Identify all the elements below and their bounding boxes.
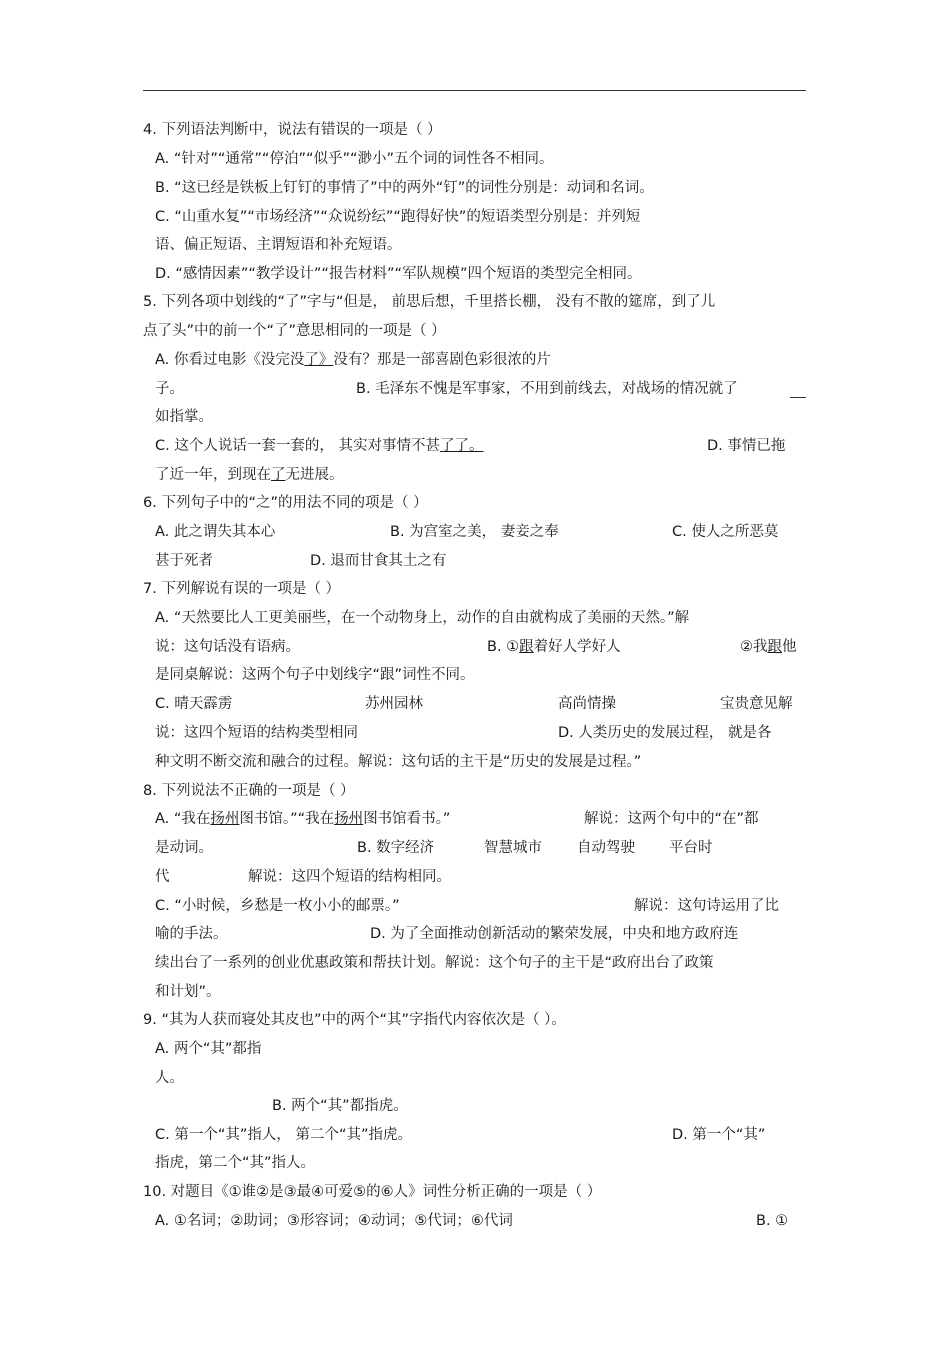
question-7-option-c-item: C. 晴天霹雳 [155,696,233,712]
question-8-option-c: C. “小时候，乡愁是一枚小小的邮票。” [155,898,400,914]
question-8-option-d-cont: 续出台了一系列的创业优惠政策和帮扶计划。解说：这个句子的主干是“政府出台了政策 [155,955,714,971]
question-6-option-b: B. 为宫室之美， 妻妾之奉 [390,524,559,540]
question-5-option-c: C. 这个人说话一套一套的， 其实对事情不甚了了。 [155,438,484,454]
question-5-blank [790,379,806,398]
question-9-option-d-cont: 指虎，第二个“其”指人。 [155,1155,316,1171]
question-6-option-c: C. 使人之所恶莫 [672,524,779,540]
question-5-option-b-cont: 如指掌。 [155,409,213,425]
question-4-option-d: D. “感情因素”“教学设计”“报告材料”“军队规模”四个短语的类型完全相同。 [155,266,642,282]
question-9-option-a: A. 两个“其”都指 [155,1041,262,1057]
question-6-stem: 6. 下列句子中的“之”的用法不同的项是（ ） [143,495,428,511]
question-10-option-b: B. ① [756,1213,789,1229]
underlined-char: 了了。 [439,438,484,454]
question-8-stem: 8. 下列说法不正确的一项是（ ） [143,783,355,799]
question-7-option-c-item: 宝贵意见解 [720,696,793,712]
question-8-option-a: A. “我在扬州图书馆。”“我在扬州图书馆看书。” [155,811,451,827]
question-8-option-b-item: B. 数字经济 [357,840,435,856]
question-8-option-b-item: 自动驾驶 [577,840,635,856]
question-6-option-a: A. 此之谓失其本心 [155,524,276,540]
header-rule [143,90,806,91]
question-9-option-b: B. 两个“其”都指虎。 [272,1098,408,1114]
question-8-option-c-cont: 喻的手法。 [155,926,228,942]
question-5-option-b: B. 毛泽东不愧是军事家，不用到前线去，对战场的情况就了 [356,381,738,397]
question-7-option-b: B. ①跟着好人学好人 [487,639,621,655]
question-8-option-c-explanation: 解说：这句诗运用了比 [634,898,779,914]
underlined-char: 跟 [519,639,534,655]
underlined-word: 扬州 [334,811,364,827]
question-4-stem: 4. 下列语法判断中，说法有错误的一项是（ ） [143,122,442,138]
question-8-option-a-explanation: 解说：这两个句中的“在”都 [584,811,759,827]
question-5-option-d: D. 事情已拖 [707,438,786,454]
question-9-option-a-cont: 人。 [155,1070,184,1086]
question-7-option-a: A. “天然要比人工更美丽些，在一个动物身上，动作的自由就构成了美丽的天然。”解 [155,610,690,626]
question-4-option-c: C. “山重水复”“市场经济”“众说纷纭”“跑得好快”的短语类型分别是：并列短 [155,209,641,225]
question-9-option-c: C. 第一个“其”指人， 第二个“其”指虎。 [155,1127,412,1143]
question-7-option-d-cont: 种文明不断交流和融合的过程。解说：这句话的主干是“历史的发展是过程。” [155,754,642,770]
question-8-option-a-cont: 是动词。 [155,840,213,856]
question-8-option-b-item: 智慧城市 [484,840,542,856]
question-4-option-c-cont: 语、偏正短语、主谓短语和补充短语。 [155,237,402,253]
question-7-option-a-cont: 说：这句话没有语病。 [155,639,300,655]
question-6-option-d: D. 退而甘食其土之有 [310,553,447,569]
question-8-option-d-cont: 和计划”。 [155,984,221,1000]
underlined-word: 扬州 [210,811,240,827]
question-8-option-b-item: 平台时 [669,840,713,856]
question-8-option-b-explanation: 解说：这四个短语的结构相同。 [248,869,451,885]
underlined-char: 了 [271,467,286,483]
question-7-stem: 7. 下列解说有误的一项是（ ） [143,581,341,597]
question-4-option-b: B. “这已经是铁板上钉钉的事情了”中的两外“钉”的词性分别是：动词和名词。 [155,180,654,196]
question-6-option-c-cont: 甚于死者 [155,553,213,569]
question-5-stem-cont: 点了头”中的前一个“了”意思相同的一项是（ ） [143,323,446,339]
question-7-option-d: D. 人类历史的发展过程， 就是各 [558,725,772,741]
underlined-char: 了》 [304,352,334,368]
question-7-option-c-item: 高尚情操 [558,696,616,712]
question-7-option-b-cont: 是同桌解说：这两个句子中划线字“跟”词性不同。 [155,667,475,683]
question-7-option-c-cont: 说：这四个短语的结构类型相同 [155,725,358,741]
question-7-option-c-item: 苏州园林 [365,696,423,712]
question-7-option-b-second: ②我跟他 [740,639,797,655]
question-4-option-a: A. “针对”“通常”“停泊”“似乎”“渺小”五个词的词性各不相同。 [155,151,554,167]
question-8-option-b-cont: 代 [155,869,170,885]
question-5-option-d-cont: 了近一年，到现在了无进展。 [155,467,344,483]
question-5-option-a: A. 你看过电影《没完没了》没有？那是一部喜剧色彩很浓的片 [155,352,551,368]
question-8-option-d: D. 为了全面推动创新活动的繁荣发展，中央和地方政府连 [370,926,739,942]
question-5-stem: 5. 下列各项中划线的“了”字与“但是， 前思后想，千里搭长棚， 没有不散的筵席，到了儿 [143,294,716,310]
underlined-char: 跟 [767,639,782,655]
question-9-option-d: D. 第一个“其” [672,1127,766,1143]
question-5-option-a-cont: 子。 [155,381,184,397]
question-10-option-a: A. ①名词；②助词；③形容词；④动词；⑤代词；⑥代词 [155,1213,513,1229]
question-10-stem: 10. 对题目《①谁②是③最④可爱⑤的⑥人》词性分析正确的一项是（ ） [143,1184,602,1200]
question-9-stem: 9. “其为人获而寝处其皮也”中的两个“其”字指代内容依次是（ ）。 [143,1012,566,1028]
